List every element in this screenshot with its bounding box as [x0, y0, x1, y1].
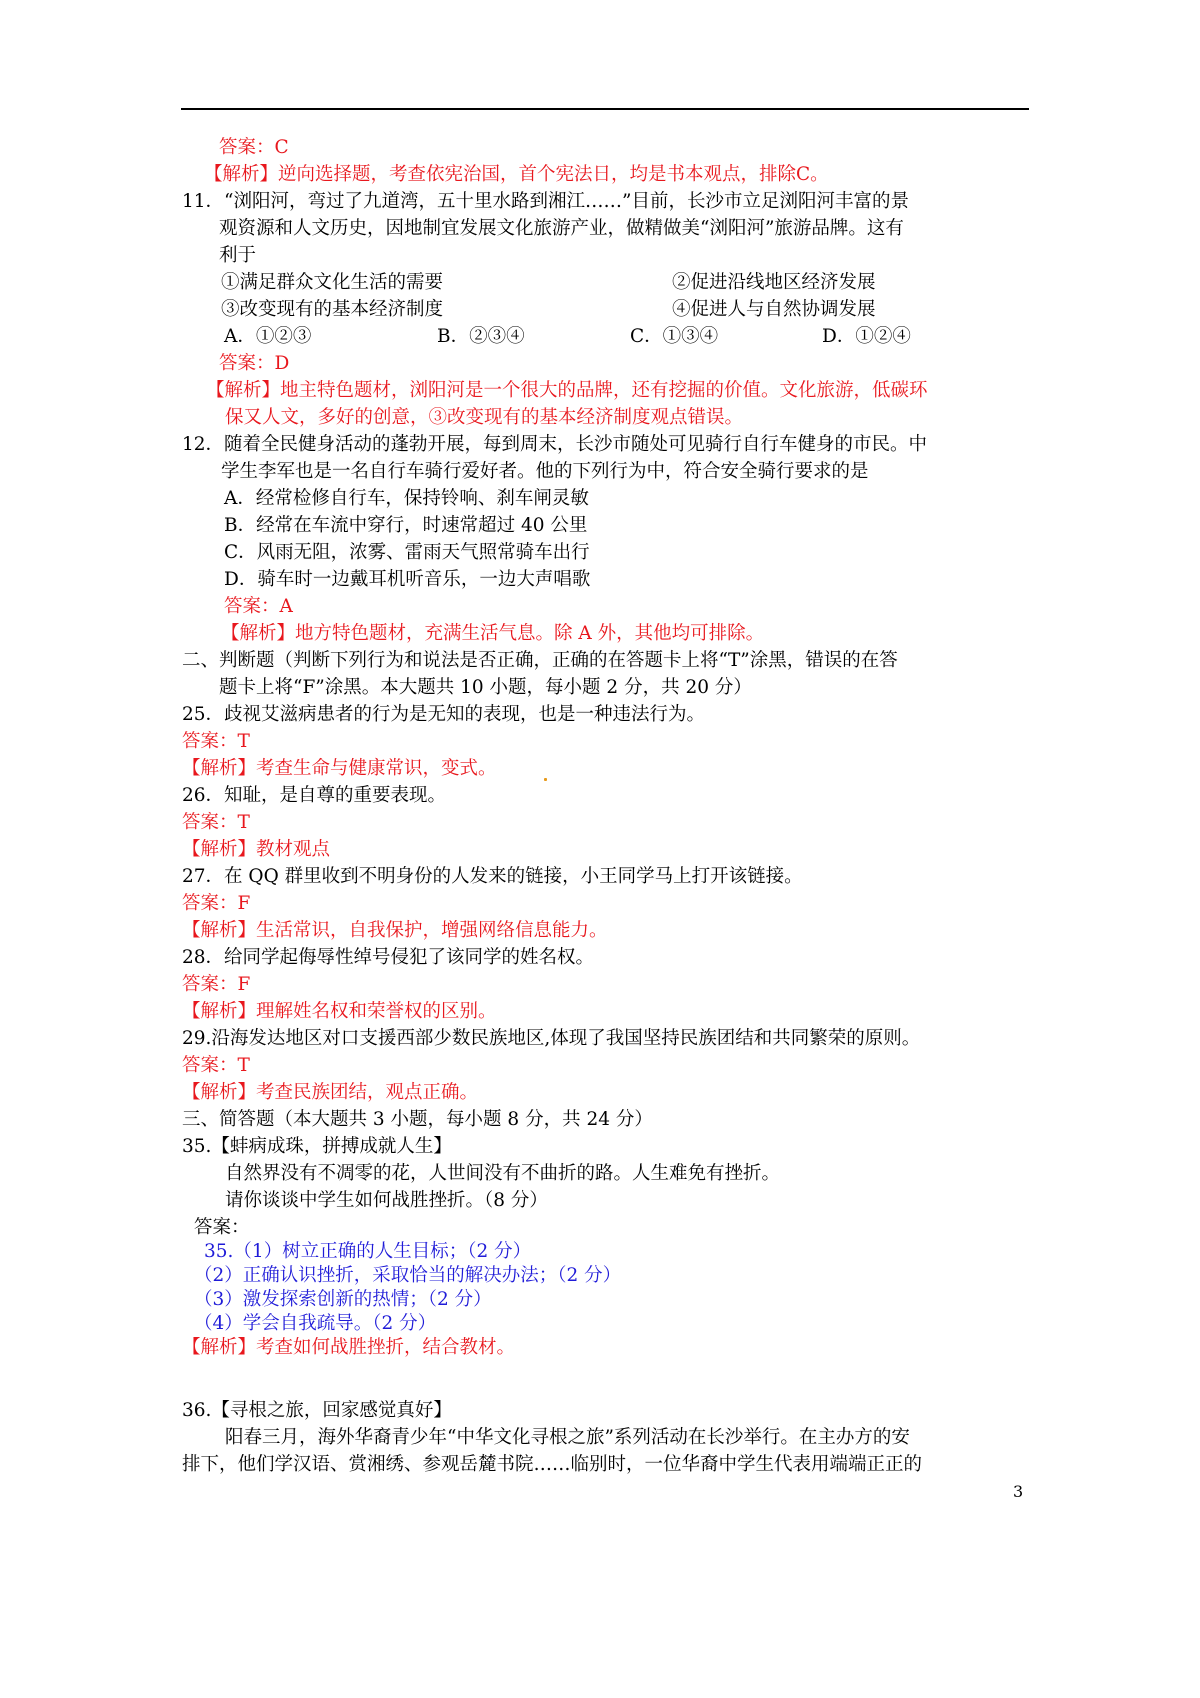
text-line: 35.【蚌病成珠，拼搏成就人生】	[182, 1136, 452, 1157]
text-line: 观资源和人文历史，因地制宜发展文化旅游产业，做精做美“浏阳河”旅游品牌。这有	[219, 218, 904, 239]
text-line: 35.（1）树立正确的人生目标；（2 分）	[204, 1241, 532, 1262]
text-line: 【解析】教材观点	[182, 839, 331, 860]
text-line: 答案：F	[182, 974, 251, 995]
text-line: 请你谈谈中学生如何战胜挫折。（8 分）	[225, 1190, 548, 1211]
text-line: 26．知耻，是自尊的重要表现。	[182, 785, 447, 806]
text-line: 25．歧视艾滋病患者的行为是无知的表现，也是一种违法行为。	[182, 704, 706, 725]
text-line: ①满足群众文化生活的需要	[221, 272, 444, 293]
text-line: 排下，他们学汉语、赏湘绣、参观岳麓书院……临别时，一位华裔中学生代表用端端正正的	[182, 1454, 923, 1475]
text-line: 答案：T	[182, 1055, 250, 1076]
page-number: 3	[1013, 1482, 1024, 1501]
text-line: D．①②④	[822, 326, 911, 347]
text-line: 36.【寻根之旅，回家感觉真好】	[182, 1400, 452, 1421]
text-line: 28．给同学起侮辱性绰号侵犯了该同学的姓名权。	[182, 947, 595, 968]
text-line: ④促进人与自然协调发展	[672, 299, 876, 320]
text-line: （2）正确认识挫折，采取恰当的解决办法；（2 分）	[194, 1265, 622, 1286]
text-line: 29.沿海发达地区对口支援西部少数民族地区,体现了我国坚持民族团结和共同繁荣的原则。	[182, 1028, 921, 1049]
text-line: 保又人文，多好的创意，③改变现有的基本经济制度观点错误。	[225, 407, 744, 428]
text-line: 【解析】考查民族团结，观点正确。	[182, 1082, 479, 1103]
text-line: A．①②③	[224, 326, 312, 347]
text-line: 二、判断题（判断下列行为和说法是否正确，正确的在答题卡上将“T”涂黑，错误的在答	[182, 650, 898, 671]
text-line: C．①③④	[630, 326, 719, 347]
text-line: B．经常在车流中穿行，时速常超过 40 公里	[224, 515, 588, 536]
text-line: 答案：C	[219, 137, 289, 158]
text-line: ②促进沿线地区经济发展	[672, 272, 876, 293]
text-line: 12．随着全民健身活动的蓬勃开展，每到周末，长沙市随处可见骑行自行车健身的市民。中	[182, 434, 928, 455]
text-line: 【解析】理解姓名权和荣誉权的区别。	[182, 1001, 497, 1022]
stray-mark	[544, 778, 547, 781]
text-line: C．风雨无阻，浓雾、雷雨天气照常骑车出行	[224, 542, 590, 563]
text-line: 自然界没有不凋零的花，人世间没有不曲折的路。人生难免有挫折。	[225, 1163, 781, 1184]
text-line: 27．在 QQ 群里收到不明身份的人发来的链接，小王同学马上打开该链接。	[182, 866, 803, 887]
text-line: 答案：D	[219, 353, 290, 374]
text-line: 题卡上将“F”涂黑。本大题共 10 小题，每小题 2 分，共 20 分）	[219, 677, 752, 698]
text-line: 利于	[219, 245, 257, 266]
text-line: 11．“浏阳河，弯过了九道湾，五十里水路到湘江……”目前，长沙市立足浏阳河丰富的景	[182, 191, 909, 212]
text-line: 【解析】地主特色题材，浏阳河是一个很大的品牌，还有挖掘的价值。文化旅游，低碳环	[206, 380, 928, 401]
text-line: 【解析】逆向选择题，考查依宪治国，首个宪法日，均是书本观点，排除C。	[204, 164, 829, 185]
text-line: D．骑车时一边戴耳机听音乐，一边大声唱歌	[224, 569, 591, 590]
text-line: 答案：	[194, 1217, 250, 1238]
text-line: B．②③④	[437, 326, 525, 347]
text-line: 答案：F	[182, 893, 251, 914]
text-line: （3）激发探索创新的热情；（2 分）	[194, 1289, 492, 1310]
text-line: 【解析】考查如何战胜挫折，结合教材。	[182, 1337, 516, 1358]
text-line: （4）学会自我疏导。（2 分）	[194, 1313, 437, 1334]
text-line: 学生李军也是一名自行车骑行爱好者。他的下列行为中，符合安全骑行要求的是	[221, 461, 869, 482]
text-line: 答案：T	[182, 731, 250, 752]
text-line: 【解析】考查生命与健康常识，变式。	[182, 758, 497, 779]
text-line: 阳春三月，海外华裔青少年“中华文化寻根之旅”系列活动在长沙举行。在主办方的安	[225, 1427, 910, 1448]
text-line: A．经常检修自行车，保持铃响、刹车闸灵敏	[224, 488, 589, 509]
text-line: 【解析】地方特色题材，充满生活气息。除 A 外，其他均可排除。	[221, 623, 765, 644]
text-line: 答案：A	[224, 596, 293, 617]
text-line: 三、简答题（本大题共 3 小题，每小题 8 分，共 24 分）	[182, 1109, 653, 1130]
text-line: ③改变现有的基本经济制度	[221, 299, 444, 320]
text-line: 答案：T	[182, 812, 250, 833]
text-line: 【解析】生活常识，自我保护，增强网络信息能力。	[182, 920, 608, 941]
header-rule	[181, 108, 1029, 110]
